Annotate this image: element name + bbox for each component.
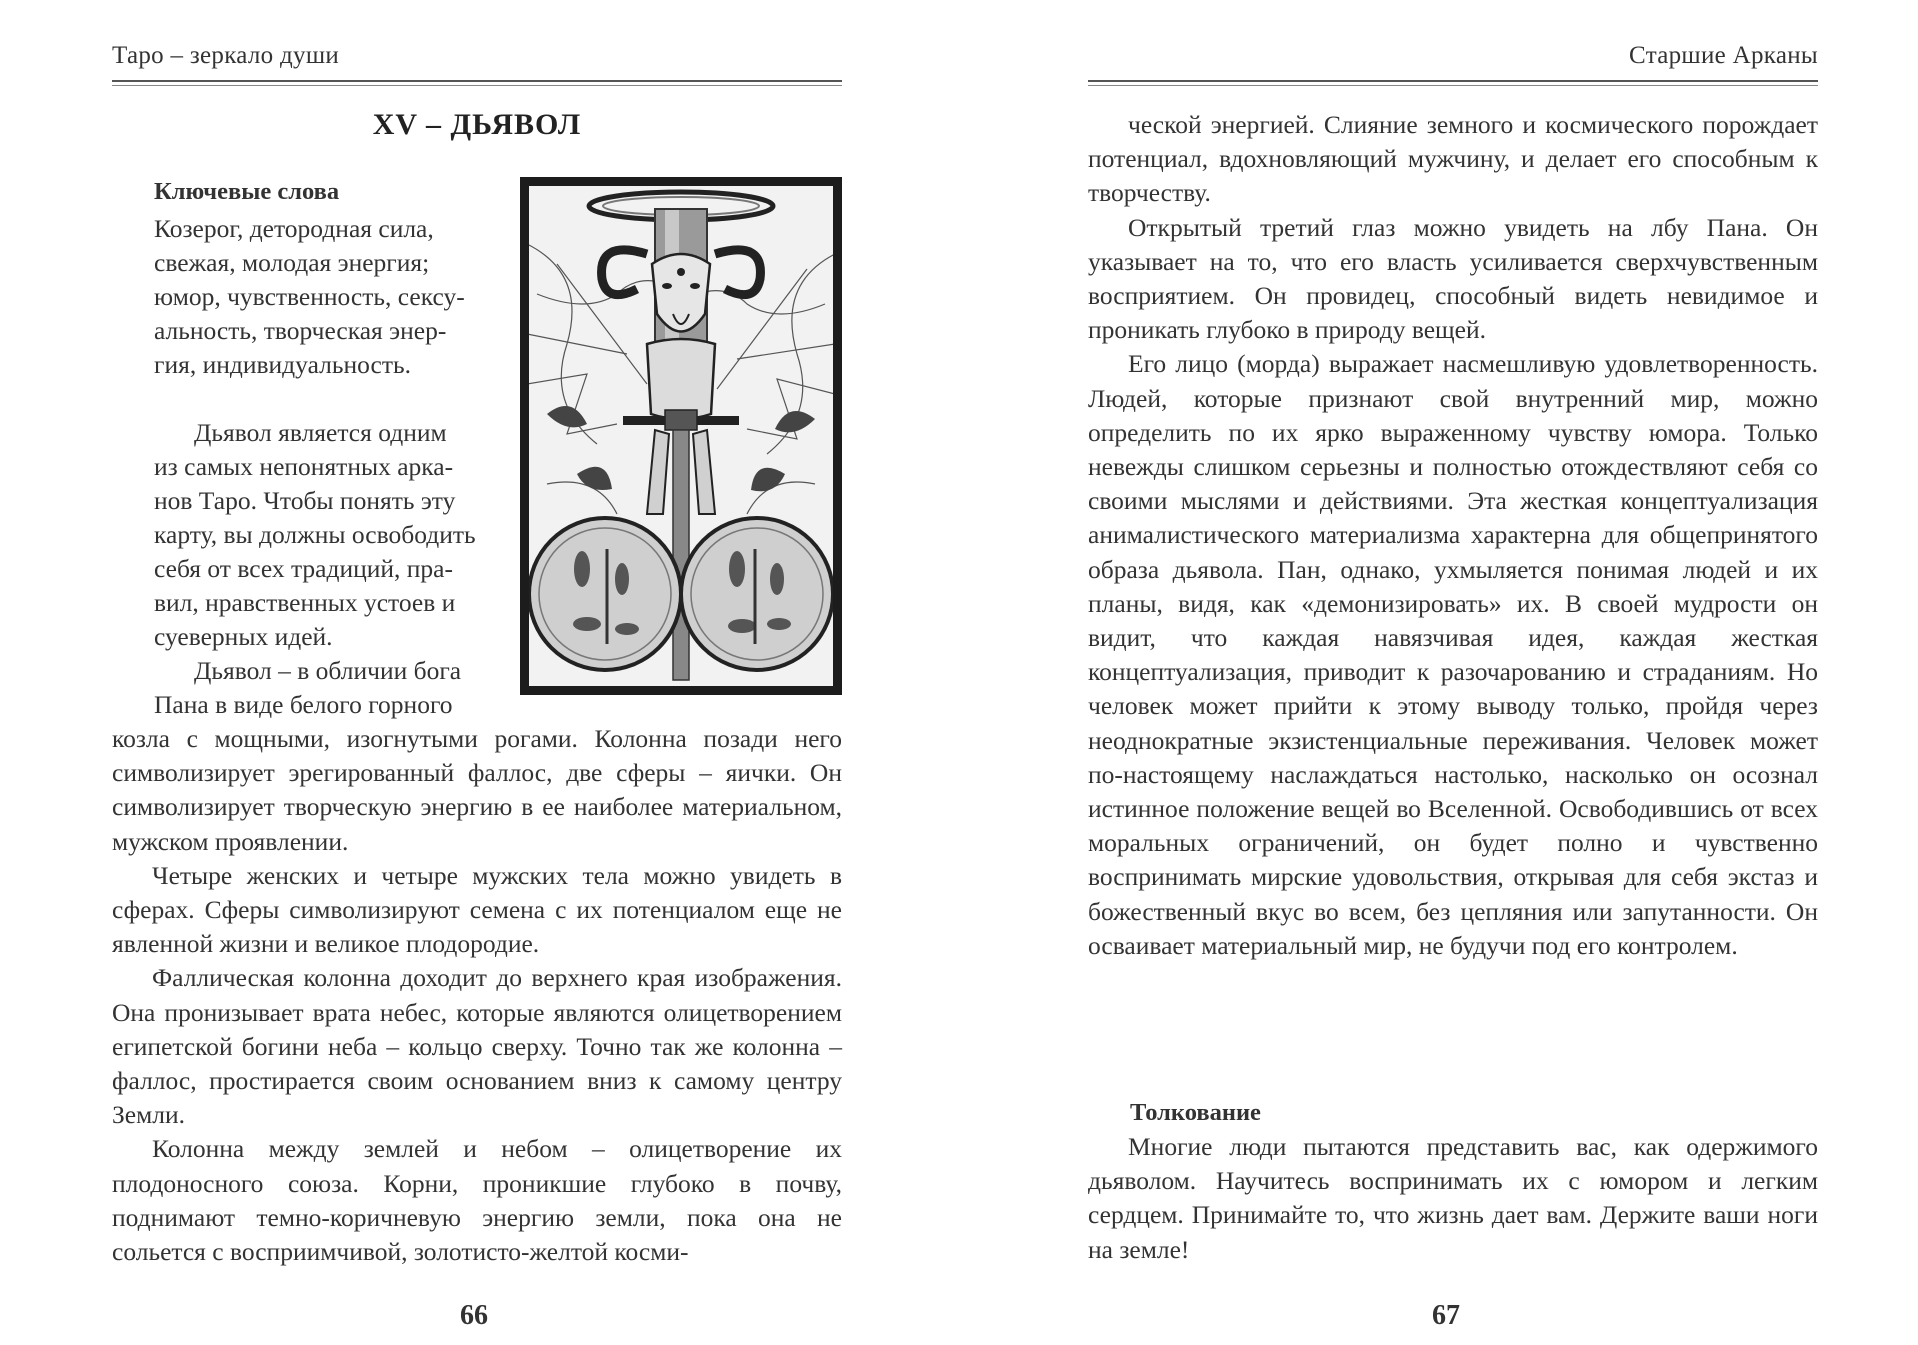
text-line: из самых непонятных арка- xyxy=(154,452,454,481)
text-line: Дьявол – в обличии бога xyxy=(194,656,462,685)
paragraph-4: Фаллическая колонна доходит до верхнего края изображения. Она пронизывает врата небес, которые являются олицетворением египетской богини неба – кольцо сверху. Точно так же колонна – фаллос, простирается своим основанием вниз к самому центру Земли. xyxy=(112,963,842,1130)
text-line: нов Таро. Чтобы понять эту xyxy=(154,486,456,515)
card-artwork xyxy=(527,184,835,688)
text-line: суеверных идей. xyxy=(154,622,333,651)
text-line: карту, вы должны освободить xyxy=(154,520,476,549)
interpretation-block xyxy=(1088,1130,1818,1267)
left-page xyxy=(112,0,842,1345)
paragraph-3: Четыре женских и четыре мужских тела можно увидеть в сферах. Сферы символизируют семена с их потенциалом еще не явленной жизни и великое плодородие. xyxy=(112,860,842,959)
page-number: 67 xyxy=(1432,1300,1460,1331)
keywords-line: гия, индивидуальность. xyxy=(154,350,411,379)
text-line: Дьявол является одним xyxy=(194,418,447,447)
page-number: 66 xyxy=(460,1300,488,1331)
keywords-line: Козерог, детородная сила, xyxy=(154,214,434,243)
text-line: себя от всех традиций, пра- xyxy=(154,554,453,583)
paragraph-1: Открытый третий глаз можно увидеть на лбу Пана. Он указывает на то, что его власть усиливается сверхчувственным восприятием. Он провидец, способный видеть невидимое и проникать глубоко в природу вещей. xyxy=(1088,212,1818,345)
left-body-text xyxy=(112,722,842,1269)
paragraph-continued: ческой энергией. Слияние земного и космического порождает потенциал, вдохновляющий мужчину, и делает его способным к творчеству. xyxy=(1088,110,1818,208)
running-head: Старшие Арканы xyxy=(1629,42,1818,69)
keywords-line: свежая, молодая энергия; xyxy=(154,248,430,277)
interpretation-text: Многие люди пытаются представить вас, как одержимого дьяволом. Научитесь воспринимать их с юмором и легким сердцем. Принимайте то, что жизнь дает вам. Держите ваши ноги на земле! xyxy=(1088,1132,1818,1264)
header-rule xyxy=(1088,80,1818,82)
paragraph-2-continued: козла с мощными, изогнутыми рогами. Колонна позади него символизирует эрегированный фаллос, две сферы – яички. Он символизирует творческую энергию в ее наиболее материальном, мужском проявлении. xyxy=(112,724,842,856)
right-body-text xyxy=(1088,108,1818,963)
text-line: вил, нравственных устоев и xyxy=(154,588,456,617)
right-page xyxy=(1088,0,1818,1345)
header-rule xyxy=(112,80,842,82)
interpretation-heading: Толкование xyxy=(1130,1099,1261,1126)
text-line: Пана в виде белого горного xyxy=(154,690,453,719)
paragraph-5: Колонна между землей и небом – олицетворение их плодоносного союза. Корни, проникшие глубоко в почву, поднимают темно-коричневую энергию земли, пока она не сольется с восприимчивой, золотисто-желтой косми- xyxy=(112,1134,842,1267)
paragraph-2: Его лицо (морда) выражает насмешливую удовлетворенность. Людей, которые признают свой внутренний мир, можно определить по их ярко выраженному чувству юмора. Только невежды слишком серьезны и полностью отождествляют себя со своими мыслями и действиями. Эта жесткая концептуализация анималистического материализма характерна для общепринятого образа дьявола. Пан, однако, ухмыляется понимая людей и их планы, видя, как «демонизировать» их. В своей мудрости он видит, что каждая навязчивая идея, каждая жесткая концептуализация, приводит к разочарованию и страданиям. Но человек может прийти к этому выводу только, пройдя через неоднократные экзистенциальные переживания. Человек может по-настоящему наслаждаться настолько, насколько он осознал истинное положение вещей во Вселенной. Освободившись от всех моральных ограничений, он будет полно и чувственно воспринимать мирские удовольствия, открывая для себя экстаз и божественный вкус во всем, без цепляния или запутанности. Он осваивает материальный мир, не будучи под его контролем. xyxy=(1088,349,1818,960)
header-rule-thin xyxy=(1088,85,1818,86)
header-rule-thin xyxy=(112,85,842,86)
chapter-title: XV – ДЬЯВОЛ xyxy=(372,108,582,141)
devil-tarot-card-illustration xyxy=(520,177,842,695)
keywords-line: юмор, чувственность, сексу- xyxy=(154,282,465,311)
keywords-heading: Ключевые слова xyxy=(154,178,340,205)
keywords-line: альность, творческая энер- xyxy=(154,316,447,345)
running-head: Таро – зеркало души xyxy=(112,42,340,69)
